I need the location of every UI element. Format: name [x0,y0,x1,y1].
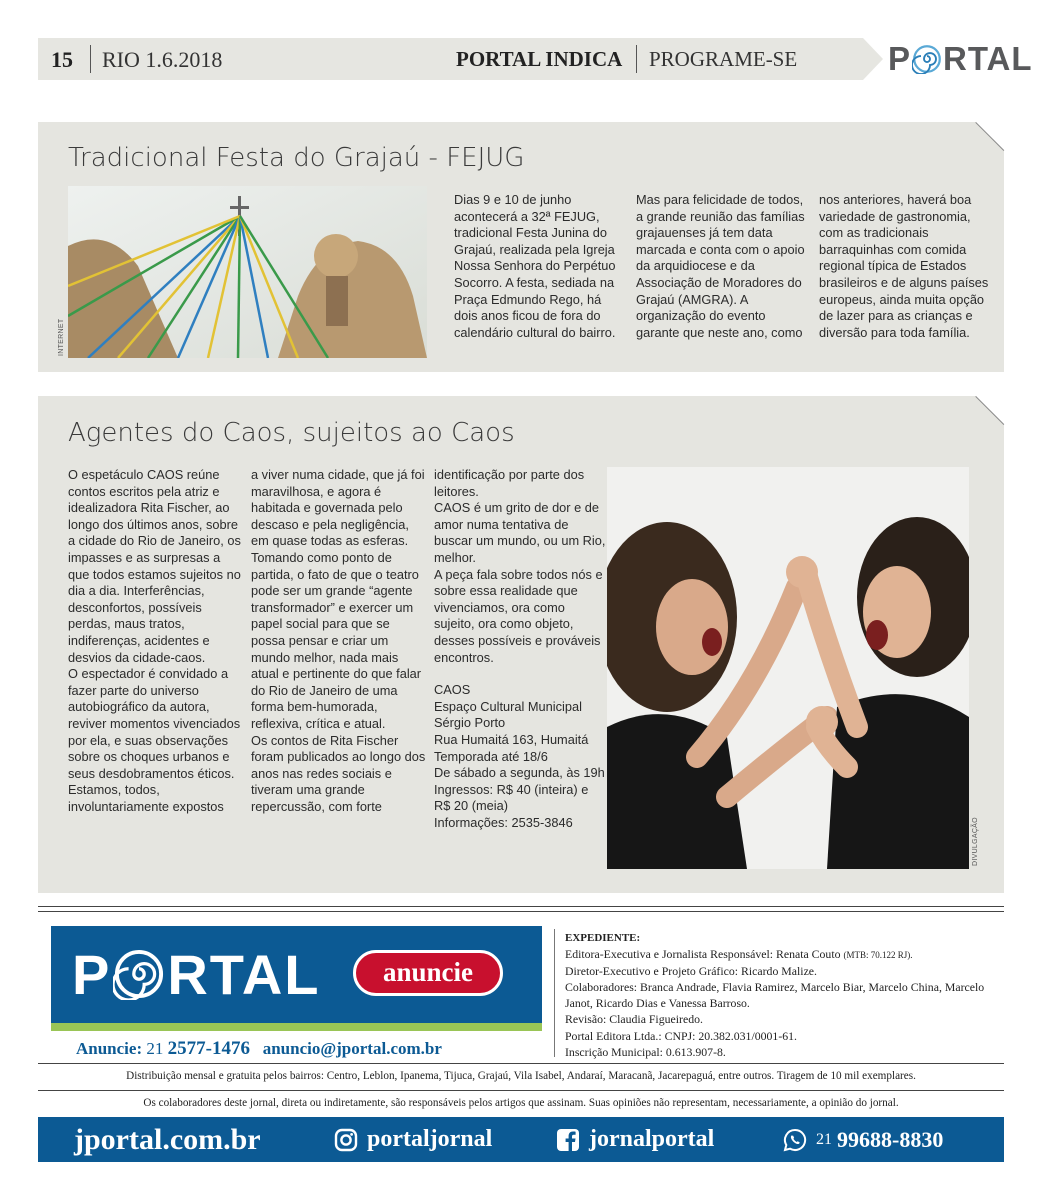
expediente-title: EXPEDIENTE: [565,932,641,944]
divider-line [38,911,1004,912]
footer-contact-bar [38,1117,1004,1162]
event-tickets: Ingressos: R$ 40 (inteira) e R$ 20 (meia) [434,781,589,814]
paragraph: identificação por parte dos leitores. [434,467,585,499]
subsection-name: PROGRAME-SE [649,47,798,71]
article-column [454,192,626,341]
paragraph: O espectador é convidado a fazer parte do universo autobiográfico da autora, reviver momentos vivenciados por ela, e suas observações sobre os choques urbanos e seus desdobramentos éticos. Estamos, todos, involuntariamente expostos [68,666,241,814]
paragraph: O espetáculo CAOS reúne contos escritos pela atriz e idealizadora Rita Fischer, ao longo dos últimos anos, sobre a cidade do Rio de Janeiro, os impasses e as surpresas a que todos estamos sujeitos no dia a dia. Interferências, desconfortos, possíveis perdas, maus tratos, indiferenças, acidentes e desvios da cidade-caos. [68,467,241,665]
phone-number[interactable]: 2577-1476 [167,1038,250,1059]
edition-date: RIO 1.6.2018 [102,47,223,72]
article-column [68,467,243,815]
paragraph: nos anteriores, haverá boa variedade de gastronomia, com as tradicionais barraquinhas com comida regional típica de Estados brasileiros e de alguns países europeus, ainda muita opção de lazer para as crianças e diversão para toda família. [819,192,989,340]
paragraph: Os contos de Rita Fischer foram publicados ao longo dos anos nas redes sociais e tiveram uma grande repercussão, com forte [251,732,426,814]
article-title-caos: Agentes do Caos, sujeitos ao Caos [68,418,515,448]
spiral-logo-icon [113,948,165,1000]
expediente-line: Revisão: Claudia Figueiredo. [565,1012,703,1027]
expediente-line: Portal Editora Ltda.: CNPJ: 20.382.031/0001-61. [565,1028,797,1043]
paragraph: a viver numa cidade, que já foi maravilhosa, e agora é habitada e governada pelo descaso e pela negligência, em quase todas as esferas. [251,467,425,549]
event-season: Temporada até 18/6 [434,748,548,764]
banner-stripe [51,1023,542,1031]
facebook-icon [556,1128,580,1152]
event-phone: Informações: 2535-3846 [434,814,573,830]
portal-logo: P RTAL [888,40,1033,77]
expediente-line [565,946,1005,963]
instagram-icon [334,1128,358,1152]
paragraph: Tomando como ponto de partida, o fato de que o teatro pode ser um grande “agente transformador” e exercer um papel social para que se possa pensar e criar um mundo melhor, nada mais atual e pertinente do que falar do Rio de Janeiro de uma forma bem-humorada, reflexiva, crítica e atual. [251,549,422,731]
phone-area-code: 21 [146,1039,164,1058]
column-divider [554,929,555,1057]
article-title-fejug: Tradicional Festa do Grajaú - FEJUG [68,143,525,173]
event-name: CAOS [434,682,471,698]
caos-actresses-photo [607,467,969,869]
expediente-line: Colaboradores: Branca Andrade, Flavia Ramirez, Marcelo Biar, Marcelo China, Marcelo Janot, Ricardo Dias e Vanessa Barroso. [565,980,985,1011]
header-divider [90,45,91,73]
article-column [819,192,995,341]
festa-junina-photo [68,186,427,358]
expediente-line: Inscrição Municipal: 0.613.907-8. [565,1044,726,1059]
divider-line [38,906,1004,907]
facebook-link[interactable] [556,1117,714,1162]
section-name: PORTAL INDICA [456,47,623,71]
header-arrow [863,38,883,80]
disclaimer-note: Os colaboradores deste jornal, direta ou indiretamente, são responsáveis pelos artigos que assinam. Suas opiniões não representam, necessariamente, a opinião do jornal. [143,1097,899,1109]
expediente-line: Diretor-Executivo e Projeto Gráfico: Ricardo Malize. [565,964,817,979]
anuncie-badge[interactable]: anuncie [353,950,503,996]
paragraph: A peça fala sobre todos nós e sobre essa realidade que vivenciamos, ora como sujeito, ora como objeto, desses possíveis e prováveis encontros. [434,566,603,665]
divider-line [38,1090,1004,1091]
paragraph: Dias 9 e 10 de junho acontecerá a 32ª FEJUG, tradicional Festa Junina do Grajaú, realizada pela Igreja Nossa Senhora do Perpétuo Socorro. A festa, sediada na Praça Edmundo Rego, há dois anos ficou de fora do calendário cultural do bairro. [454,192,616,340]
event-venue: Espaço Cultural Municipal Sérgio Porto [434,698,582,731]
ad-email-link[interactable]: anuncio@jportal.com.br [262,1039,442,1058]
photo-credit: DIVULGAÇÃO [972,817,979,866]
editor-registration: (MTB: 70.122 RJ). [843,950,913,961]
page-number: 15 [51,47,73,72]
article-column [434,467,606,831]
editor-credit: Editora-Executiva e Jornalista Responsável: Renata Couto [565,947,841,962]
divider-line [38,1063,1004,1064]
ad-contact-line [76,1038,442,1060]
header-divider [636,45,637,73]
event-schedule: De sábado a segunda, às 19h [434,765,605,781]
whatsapp-number: 99688-8830 [837,1126,944,1152]
whatsapp-area-code: 21 [816,1130,832,1148]
event-address: Rua Humaitá 163, Humaitá [434,731,589,747]
facebook-handle: jornalportal [589,1126,715,1152]
expediente-block [565,930,1005,1060]
photo-credit: INTERNET [58,318,65,356]
website-link[interactable]: jportal.com.br [74,1122,261,1156]
spacer [434,666,606,682]
instagram-link[interactable] [334,1117,492,1162]
article-column [636,192,808,341]
whatsapp-link[interactable] [783,1117,943,1162]
paragraph: Mas para felicidade de todos, a grande reunião das famílias grajauenses já tem data marcada e conta com o apoio da arquidiocese e da Associação de Moradores do Grajaú (AMGRA). A organização do evento garante que neste ano, como [636,192,805,340]
phone-label: Anuncie: [76,1039,143,1058]
instagram-handle: portaljornal [367,1126,493,1152]
portal-ad-logo: P RTAL [72,942,321,1006]
distribution-note: Distribuição mensal e gratuita pelos bairros: Centro, Leblon, Ipanema, Tijuca, Grajaú, Vila Isabel, Andaraí, Maracanã, Jacarepaguá, entre outros. Tiragem de 10 mil exemplares. [126,1070,916,1082]
whatsapp-icon [783,1128,807,1152]
spiral-logo-icon [912,44,942,74]
article-column [251,467,426,815]
paragraph: CAOS é um grito de dor e de amor numa tentativa de buscar um mundo, ou um Rio, melhor. [434,500,606,565]
